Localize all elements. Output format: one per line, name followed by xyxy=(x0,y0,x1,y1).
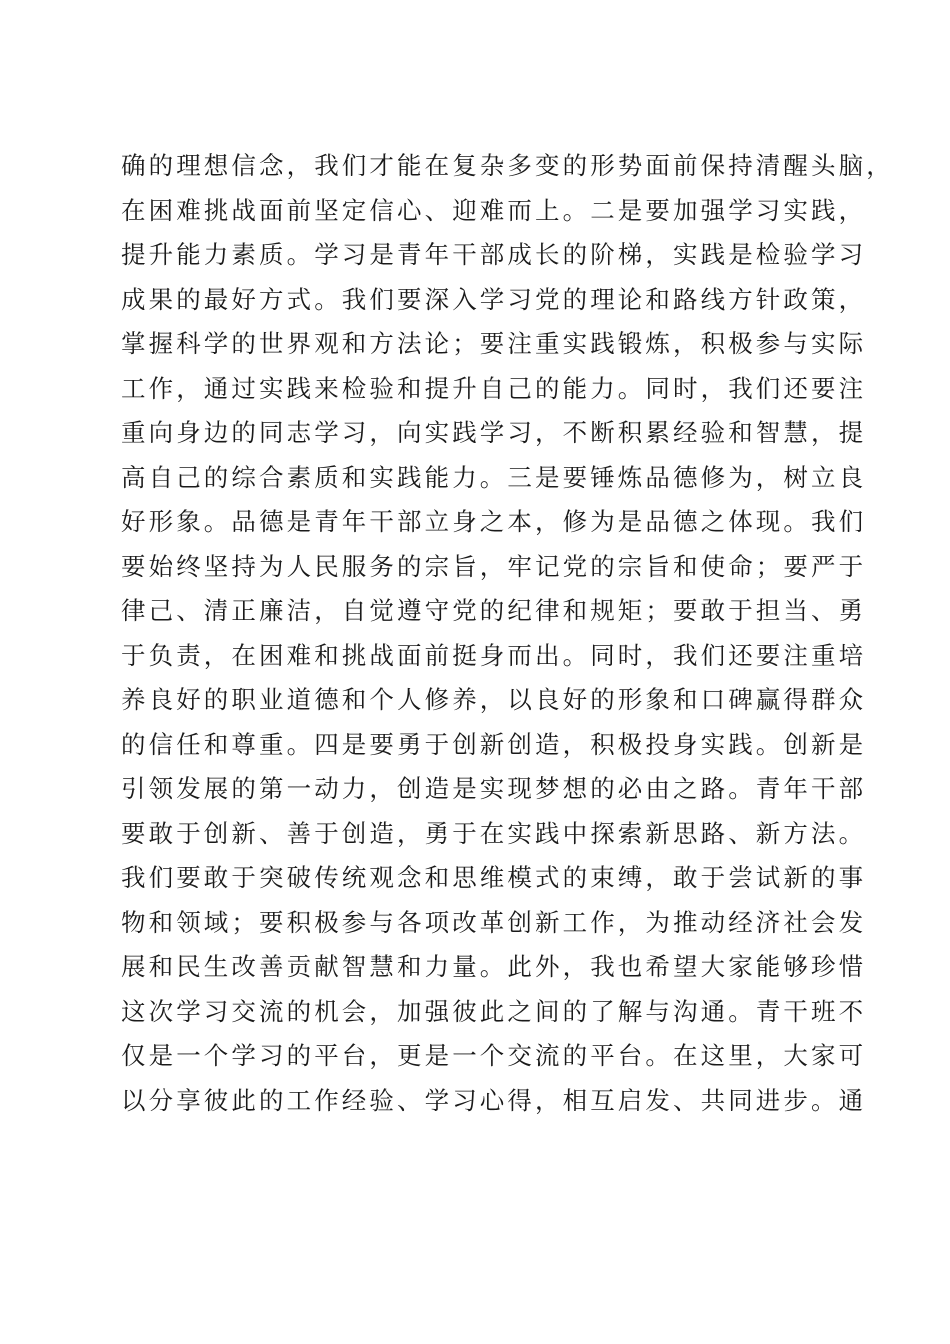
text-line: 的信任和尊重。四是要勇于创新创造，积极投身实践。创新是 xyxy=(121,729,867,759)
text-line: 引领发展的第一动力，创造是实现梦想的必由之路。青年干部 xyxy=(121,774,867,803)
text-line: 仅是一个学习的平台，更是一个交流的平台。在这里，大家可 xyxy=(121,1041,867,1070)
text-line: 提升能力素质。学习是青年干部成长的阶梯，实践是检验学习 xyxy=(121,240,867,269)
body-text xyxy=(121,144,894,1123)
text-line: 养良好的职业道德和个人修养，以良好的形象和口碑赢得群众 xyxy=(121,685,867,714)
text-line: 好形象。品德是青年干部立身之本，修为是品德之体现。我们 xyxy=(121,507,867,536)
text-line: 这次学习交流的机会，加强彼此之间的了解与沟通。青干班不 xyxy=(121,996,867,1026)
text-line: 展和民生改善贡献智慧和力量。此外，我也希望大家能够珍惜 xyxy=(121,952,867,981)
text-line: 物和领域；要积极参与各项改革创新工作，为推动经济社会发 xyxy=(121,907,867,937)
text-line: 于负责，在困难和挑战面前挺身而出。同时，我们还要注重培 xyxy=(121,640,867,670)
text-line: 成果的最好方式。我们要深入学习党的理论和路线方针政策， xyxy=(121,284,867,314)
text-line: 高自己的综合素质和实践能力。三是要锤炼品德修为，树立良 xyxy=(121,462,867,492)
text-line: 掌握科学的世界观和方法论；要注重实践锻炼，积极参与实际 xyxy=(121,329,867,358)
text-line: 律己、清正廉洁，自觉遵守党的纪律和规矩；要敢于担当、勇 xyxy=(121,596,867,625)
text-line: 工作，通过实践来检验和提升自己的能力。同时，我们还要注 xyxy=(121,373,867,403)
text-line: 确的理想信念，我们才能在复杂多变的形势面前保持清醒头脑， xyxy=(121,151,894,180)
text-line: 要敢于创新、善于创造，勇于在实践中探索新思路、新方法。 xyxy=(121,818,867,848)
text-line: 重向身边的同志学习，向实践学习，不断积累经验和智慧，提 xyxy=(121,418,867,447)
text-line: 以分享彼此的工作经验、学习心得，相互启发、共同进步。通 xyxy=(121,1085,867,1115)
text-line: 在困难挑战面前坚定信心、迎难而上。二是要加强学习实践， xyxy=(121,195,867,225)
text-line: 我们要敢于突破传统观念和思维模式的束缚，敢于尝试新的事 xyxy=(121,863,867,892)
text-line: 要始终坚持为人民服务的宗旨，牢记党的宗旨和使命；要严于 xyxy=(121,551,867,581)
